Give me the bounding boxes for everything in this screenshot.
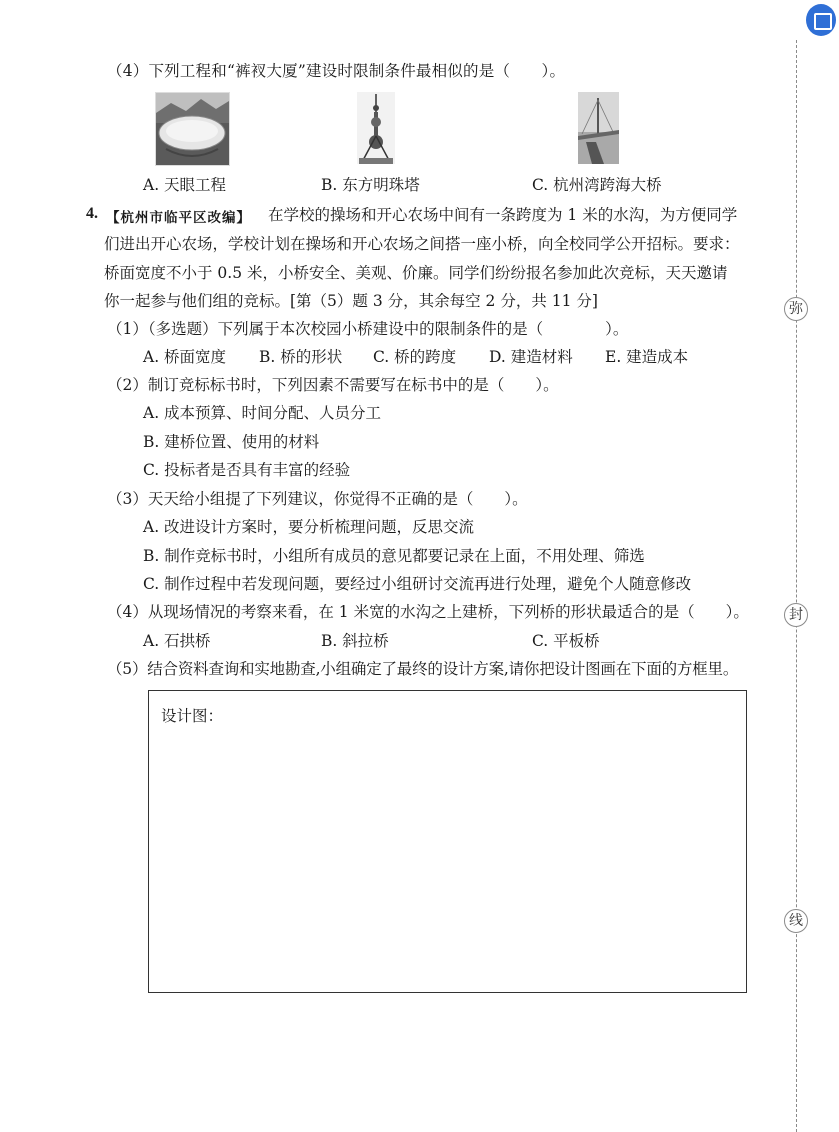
sub4-option-b: B. 斜拉桥: [321, 632, 389, 650]
question-intro-line-4: 你一起参与他们组的竞标。[第（5）题 3 分，其余每空 2 分，共 11 分]: [104, 292, 598, 310]
sub2-option-c: C. 投标者是否具有丰富的经验: [143, 461, 351, 479]
question-intro-line-1: 在学校的操场和开心农场中间有一条跨度为 1 米的水沟，为方便同学: [268, 206, 738, 224]
sub1-option-e: E. 建造成本: [605, 348, 689, 366]
sub1-option-d: D. 建造材料: [489, 348, 573, 366]
sub3-option-b: B. 制作竞标书时，小组所有成员的意见都要记录在上面，不用处理、筛选: [143, 547, 645, 565]
seal-char-xian: 线: [784, 909, 808, 933]
question-source: 【杭州市临平区改编】: [106, 210, 251, 226]
sub2-option-b: B. 建桥位置、使用的材料: [143, 433, 320, 451]
seal-char-feng: 封: [784, 603, 808, 627]
option-b: B. 东方明珠塔: [321, 176, 420, 194]
sub4-option-a: A. 石拱桥: [143, 632, 211, 650]
option-a: A. 天眼工程: [143, 176, 227, 194]
sub-question-1: （1）（多选题）下列属于本次校园小桥建设中的限制条件的是（ ）。: [107, 320, 629, 338]
sub1-option-a: A. 桥面宽度: [143, 348, 227, 366]
design-drawing-box[interactable]: [148, 690, 747, 993]
question-intro-line-2: 们进出开心农场，学校计划在操场和开心农场之间搭一座小桥，向全校同学公开招标。要求：: [104, 235, 740, 253]
sub1-option-b: B. 桥的形状: [259, 348, 343, 366]
option-c: C. 杭州湾跨海大桥: [532, 176, 662, 194]
binding-dashed-line: [796, 40, 797, 1132]
sub1-option-c: C. 桥的跨度: [373, 348, 457, 366]
sub-question-4: （4）从现场情况的考察来看，在 1 米宽的水沟之上建桥，下列桥的形状最适合的是（ ）。: [107, 603, 749, 621]
seal-char-mi: 弥: [784, 297, 808, 321]
fast-telescope-image: [155, 92, 230, 166]
sub2-option-a: A. 成本预算、时间分配、人员分工: [143, 404, 382, 422]
question-stem: （4）下列工程和“裤衩大厦”建设时限制条件最相似的是（ ）。: [107, 62, 566, 80]
corner-app-icon[interactable]: [806, 4, 836, 36]
hangzhou-bay-bridge-image: [578, 92, 619, 164]
sub-question-5: （5）结合资料查询和实地勘查,小组确定了最终的设计方案,请你把设计图画在下面的方框里。: [107, 660, 739, 678]
design-box-label: 设计图：: [161, 707, 224, 725]
document-icon: [814, 13, 832, 30]
sub3-option-a: A. 改进设计方案时，要分析梳理问题，反思交流: [143, 518, 475, 536]
question-number: 4.: [86, 205, 98, 222]
sub3-option-c: C. 制作过程中若发现问题，要经过小组研讨交流再进行处理，避免个人随意修改: [143, 575, 692, 593]
sub-question-2: （2）制订竞标标书时，下列因素不需要写在标书中的是（ ）。: [107, 376, 559, 394]
oriental-pearl-tower-image: [357, 92, 395, 164]
question-intro-line-3: 桥面宽度不小于 0.5 米，小桥安全、美观、价廉。同学们纷纷报名参加此次竞标，天天邀请: [104, 264, 728, 282]
sub-question-3: （3）天天给小组提了下列建议，你觉得不正确的是（ ）。: [107, 490, 528, 508]
sub4-option-c: C. 平板桥: [532, 632, 600, 650]
